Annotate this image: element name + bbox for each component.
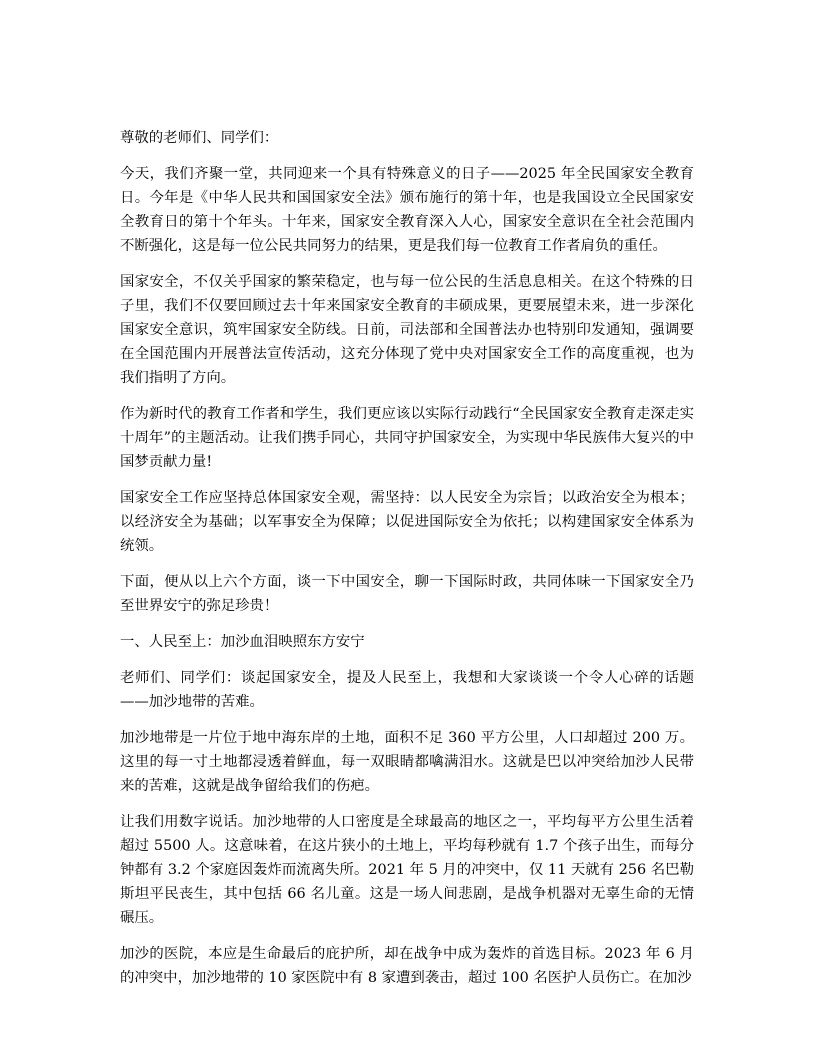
paragraph-new-era: 作为新时代的教育工作者和学生，我们更应该以实际行动践行“全民国家安全教育走深走实十周年”的主题活动。让我们携手同心，共同守护国家安全，为实现中华民族伟大复兴的中国梦贡献力量!	[120, 406, 694, 470]
paragraph-security-principles: 国家安全工作应坚持总体国家安全观，需坚持：以人民安全为宗旨；以政治安全为根本；以经济安全为基础；以军事安全为保障；以促进国际安全为依托；以构建国家安全体系为统领。	[120, 490, 694, 554]
paragraph-gaza-numbers: 让我们用数字说话。加沙地带的人口密度是全球最高的地区之一，平均每平方公里生活着超过 5500 人。这意味着，在这片狭小的土地上，平均每秒就有 1.7 个孩子出生，而每分钟都有 3.2 个家庭因轰炸而流离失所。2021 年 5 月的冲突中，仅 11 天就有 256 名巴勒斯坦平民丧生，其中包括 66 名儿童。这是一场人间悲剧，是战争机器对无辜生命的无情碾压。	[120, 814, 694, 926]
paragraph-intro: 今天，我们齐聚一堂，共同迎来一个具有特殊意义的日子——2025 年全民国家安全教育日。今年是《中华人民共和国国家安全法》颁布施行的第十年，也是我国设立全民国家安全教育日的第十个年头。十年来，国家安全教育深入人心，国家安全意识在全社会范围内不断强化，这是每一位公民共同努力的结果，更是我们每一位教育工作者肩负的重任。	[120, 166, 694, 254]
greeting-line: 尊敬的老师们、同学们：	[120, 130, 279, 146]
paragraph-gaza-hospitals: 加沙的医院，本应是生命最后的庇护所，却在战争中成为轰炸的首选目标。2023 年 6 月的冲突中，加沙地带的 10 家医院中有 8 家遭到袭击，超过 100 名医护人员伤亡。在加沙	[120, 946, 694, 986]
paragraph-national-security: 国家安全，不仅关乎国家的繁荣稳定，也与每一位公民的生活息息相关。在这个特殊的日子里，我们不仅要回顾过去十年来国家安全教育的丰硕成果，更要展望未来，进一步深化国家安全意识，筑牢国家安全防线。日前，司法部和全国普法办也特别印发通知，强调要在全国范围内开展普法宣传活动，这充分体现了党中央对国家安全工作的高度重视，也为我们指明了方向。	[120, 274, 694, 386]
paragraph-gaza-land: 加沙地带是一片位于地中海东岸的土地，面积不足 360 平方公里，人口却超过 200 万。这里的每一寸土地都浸透着鲜血，每一双眼睛都噙满泪水。这就是巴以冲突给加沙人民带来的苦难，这就是战争留给我们的伤疤。	[120, 730, 694, 794]
document-body	[120, 126, 694, 1002]
paragraph-six-aspects: 下面，便从以上六个方面，谈一下中国安全，聊一下国际时政，共同体味一下国家安全乃至世界安宁的弥足珍贵！	[120, 574, 694, 614]
paragraph-gaza-topic: 老师们、同学们：谈起国家安全，提及人民至上，我想和大家谈谈一个令人心碎的话题——加沙地带的苦难。	[120, 670, 694, 710]
section-heading-people-first: 一、人民至上：加沙血泪映照东方安宁	[120, 634, 365, 650]
